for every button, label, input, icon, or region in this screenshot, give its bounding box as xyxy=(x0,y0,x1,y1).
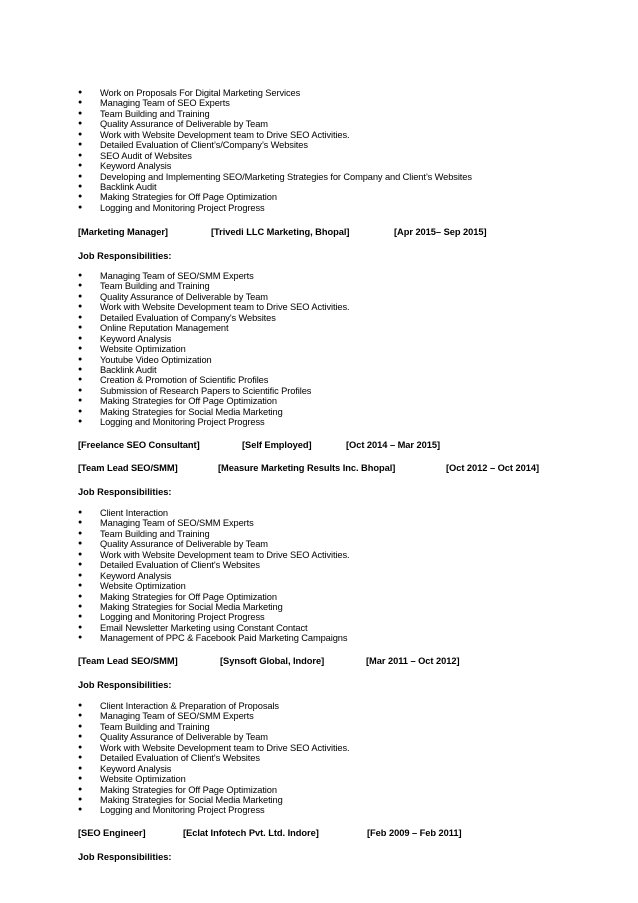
list-item: ● Team Building and Training xyxy=(78,722,350,732)
list-item: ● Team Building and Training xyxy=(78,529,350,539)
list-item: ● Detailed Evaluation of Company's Websites xyxy=(78,313,350,323)
job-responsibilities-heading: Job Responsibilities: xyxy=(78,251,172,261)
job-dates: [Apr 2015– Sep 2015] xyxy=(394,227,487,237)
list-item: ● Quality Assurance of Deliverable by Team xyxy=(78,119,472,129)
list-item: ● Managing Team of SEO/SMM Experts xyxy=(78,271,350,281)
list-item: ● Backlink Audit xyxy=(78,365,350,375)
list-item: ● SEO Audit of Websites xyxy=(78,151,472,161)
list-item: ● Developing and Implementing SEO/Marketing Strategies for Company and Client’s Websites xyxy=(78,172,472,182)
list-item: ● Making Strategies for Social Media Marketing xyxy=(78,602,350,612)
list-item: ● Client Interaction & Preparation of Proposals xyxy=(78,701,350,711)
job-dates: [Oct 2014 – Mar 2015] xyxy=(346,440,441,450)
list-item: ● Email Newsletter Marketing using Constant Contact xyxy=(78,623,350,633)
list-item: ● Quality Assurance of Deliverable by Team xyxy=(78,539,350,549)
list-item: ● Making Strategies for Off Page Optimization xyxy=(78,592,350,602)
list-item: ● Work with Website Development team to Drive SEO Activities. xyxy=(78,550,350,560)
list-item: ● Making Strategies for Social Media Marketing xyxy=(78,407,350,417)
job-role: [Freelance SEO Consultant] xyxy=(78,440,200,450)
job-company: [Measure Marketing Results Inc. Bhopal] xyxy=(218,463,396,473)
list-item: ● Making Strategies for Off Page Optimization xyxy=(78,192,472,202)
list-item: ● Logging and Monitoring Project Progress xyxy=(78,203,472,213)
job-responsibilities-heading: Job Responsibilities: xyxy=(78,487,172,497)
list-item: ● Making Strategies for Off Page Optimization xyxy=(78,396,350,406)
list-item: ● Client Interaction xyxy=(78,508,350,518)
list-item: ● Quality Assurance of Deliverable by Team xyxy=(78,732,350,742)
job-role: [Team Lead SEO/SMM] xyxy=(78,463,178,473)
list-item: ● Logging and Monitoring Project Progress xyxy=(78,805,350,815)
list-item: ● Making Strategies for Social Media Marketing xyxy=(78,795,350,805)
job-company: [Eclat Infotech Pvt. Ltd. Indore] xyxy=(183,828,319,838)
list-item: ● Work with Website Development team to Drive SEO Activities. xyxy=(78,130,472,140)
job-role: [SEO Engineer] xyxy=(78,828,146,838)
list-item: ● Detailed Evaluation of Client’s/Company’s Websites xyxy=(78,140,472,150)
list-item: ● Submission of Research Papers to Scientific Profiles xyxy=(78,386,350,396)
job-responsibilities-heading: Job Responsibilities: xyxy=(78,680,172,690)
list-item: ● Creation & Promotion of Scientific Profiles xyxy=(78,375,350,385)
responsibilities-list xyxy=(78,701,350,816)
list-item: ● Quality Assurance of Deliverable by Team xyxy=(78,292,350,302)
list-item: ● Managing Team of SEO Experts xyxy=(78,98,472,108)
list-item: ● Making Strategies for Off Page Optimization xyxy=(78,785,350,795)
job-dates: [Oct 2012 – Oct 2014] xyxy=(446,463,540,473)
list-item: ● Team Building and Training xyxy=(78,109,472,119)
list-item: ● Online Reputation Management xyxy=(78,323,350,333)
job-role: [Team Lead SEO/SMM] xyxy=(78,656,178,666)
list-item: ● Keyword Analysis xyxy=(78,161,472,171)
list-item: ● Managing Team of SEO/SMM Experts xyxy=(78,711,350,721)
job-role: [Marketing Manager] xyxy=(78,227,168,237)
responsibilities-list xyxy=(78,508,350,644)
list-item: ● Management of PPC & Facebook Paid Marketing Campaigns xyxy=(78,633,350,643)
list-item: ● Keyword Analysis xyxy=(78,571,350,581)
list-item: ● Keyword Analysis xyxy=(78,334,350,344)
list-item: ● Work with Website Development team to Drive SEO Activities. xyxy=(78,743,350,753)
job-company: [Trivedi LLC Marketing, Bhopal] xyxy=(211,227,350,237)
list-item: ● Work on Proposals For Digital Marketing Services xyxy=(78,88,472,98)
list-item: ● Website Optimization xyxy=(78,344,350,354)
list-item: ● Logging and Monitoring Project Progress xyxy=(78,417,350,427)
list-item: ● Team Building and Training xyxy=(78,281,350,291)
list-item: ● Backlink Audit xyxy=(78,182,472,192)
list-item: ● Youtube Video Optimization xyxy=(78,355,350,365)
job-company: [Synsoft Global, Indore] xyxy=(220,656,325,666)
job-responsibilities-heading: Job Responsibilities: xyxy=(78,852,172,862)
list-item: ● Logging and Monitoring Project Progress xyxy=(78,612,350,622)
list-item: ● Keyword Analysis xyxy=(78,764,350,774)
list-item: ● Work with Website Development team to Drive SEO Activities. xyxy=(78,302,350,312)
list-item: ● Detailed Evaluation of Client's Websites xyxy=(78,560,350,570)
job-dates: [Feb 2009 – Feb 2011] xyxy=(367,828,462,838)
list-item: ● Managing Team of SEO/SMM Experts xyxy=(78,518,350,528)
list-item: ● Website Optimization xyxy=(78,774,350,784)
list-item: ● Website Optimization xyxy=(78,581,350,591)
responsibilities-list xyxy=(78,88,472,213)
job-dates: [Mar 2011 – Oct 2012] xyxy=(366,656,460,666)
list-item: ● Detailed Evaluation of Client's Websites xyxy=(78,753,350,763)
job-company: [Self Employed] xyxy=(242,440,312,450)
responsibilities-list xyxy=(78,271,350,428)
